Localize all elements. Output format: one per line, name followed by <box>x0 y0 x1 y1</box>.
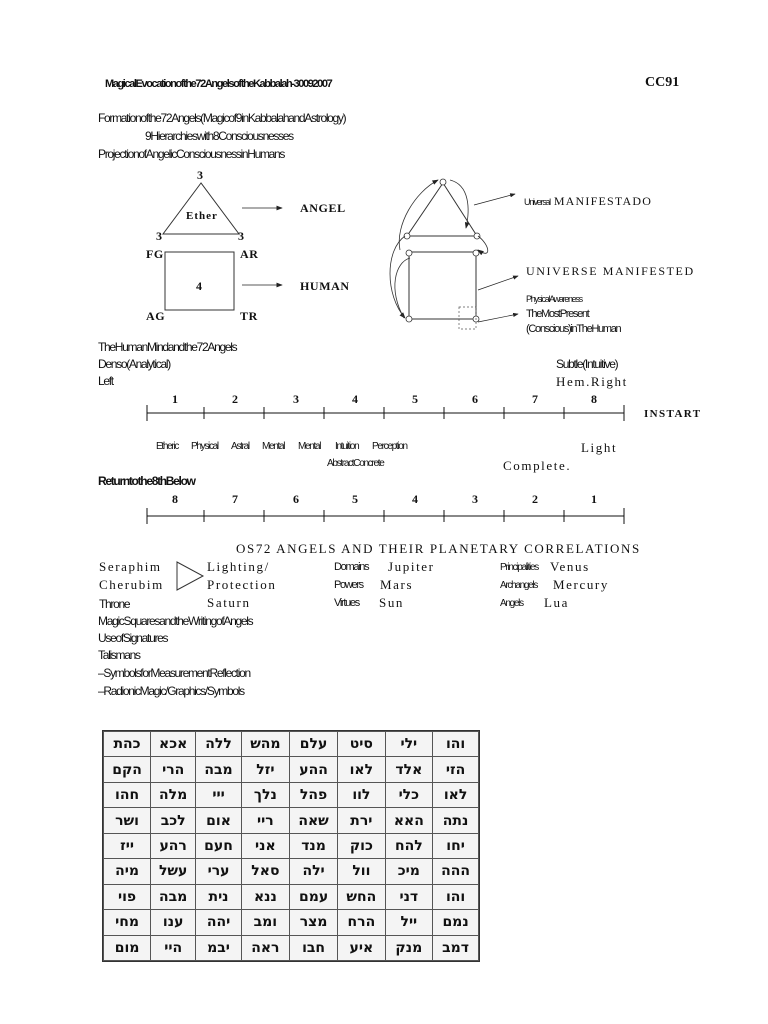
hebrew-grid-row <box>104 732 479 757</box>
hebrew-grid-row <box>104 757 479 782</box>
hierarchy-powers: Powers <box>334 579 363 591</box>
scale-bottom-number: 5 <box>352 492 359 506</box>
conscious-human: (Conscious)inTheHuman <box>526 323 621 335</box>
scale-bottom-number: 4 <box>412 492 419 506</box>
intro-line-2: 9Hierarchieswith8Consciousnesses <box>145 129 293 143</box>
hebrew-grid-cell: ומב <box>241 910 289 935</box>
hebrew-grid-row <box>104 884 479 909</box>
hebrew-grid-cell: והו <box>433 732 479 757</box>
hebrew-grid-cell: ייז <box>104 833 151 858</box>
scale-top-number: 8 <box>591 392 598 406</box>
hebrew-grid-cell: יזל <box>241 757 289 782</box>
hebrew-grid-cell: החש <box>338 884 385 909</box>
intuitive-label: Subtle(Intuitive) <box>556 357 618 371</box>
correlation-protection: Protection <box>207 577 277 592</box>
hebrew-grid-cell: ראה <box>241 935 289 961</box>
hebrew-grid-cell: ענו <box>151 910 196 935</box>
level-label-perception: Perception <box>372 441 407 452</box>
hebrew-grid-cell: להח <box>385 833 433 858</box>
ar-label: AR <box>240 247 259 261</box>
hebrew-grid-cell: פוי <box>104 884 151 909</box>
hierarchy-principalities: Principalities <box>500 562 538 573</box>
hebrew-grid-cell: מחי <box>104 910 151 935</box>
hebrew-grid-cell: והו <box>433 884 479 909</box>
hebrew-grid-cell: ערי <box>196 859 242 884</box>
intro-line-1: Formationofthe72Angels(Magicof9inKabbalahandAstrology) <box>98 111 346 125</box>
scale-bottom-line <box>147 508 624 524</box>
tr-label: TR <box>240 309 258 323</box>
hierarchy-throne: Throne <box>99 597 130 611</box>
hierarchy-cherubim: Cherubim <box>99 577 164 592</box>
correlations-title: OS72 ANGELS AND THEIR PLANETARY CORRELATIONS <box>236 541 641 556</box>
hebrew-grid-cell: עשל <box>151 859 196 884</box>
hebrew-grid-cell: ילי <box>385 732 433 757</box>
hebrew-grid-cell: מיה <box>104 859 151 884</box>
list-item: UseofSignatures <box>98 631 168 645</box>
scale-bottom-number: 2 <box>532 492 539 506</box>
hebrew-grid-cell: מבה <box>151 884 196 909</box>
hebrew-grid-cell: יבמ <box>196 935 242 961</box>
level-label-physical: Physical <box>191 441 218 452</box>
list-item: Talismans <box>98 648 140 662</box>
ether-triangle <box>163 183 239 234</box>
hebrew-grid-cell: לכב <box>151 808 196 833</box>
complete-label: Complete. <box>503 458 572 473</box>
planet-mercury: Mercury <box>553 577 609 592</box>
planet-venus: Venus <box>550 559 590 574</box>
hebrew-grid-cell: ריי <box>241 808 289 833</box>
hebrew-grid-cell: מצר <box>289 910 337 935</box>
hebrew-grid-cell: הזי <box>433 757 479 782</box>
scale-top-line <box>147 405 624 421</box>
universal-small: Universal <box>524 197 550 207</box>
scale-bottom-number: 1 <box>591 492 598 506</box>
hebrew-grid-cell: יהה <box>196 910 242 935</box>
planet-jupiter: Jupiter <box>388 559 435 574</box>
return-label: Returntothe8thBelow <box>98 474 195 488</box>
hebrew-grid-cell: חהו <box>104 782 151 807</box>
hebrew-grid-row <box>104 910 479 935</box>
intro-line-3: ProjectionofAngelicConsciousnessinHumans <box>98 147 285 161</box>
manifestado-label: MANIFESTADO <box>553 194 653 208</box>
hebrew-grid-cell: חבו <box>289 935 337 961</box>
hebrew-grid-cell: ייל <box>385 910 433 935</box>
hebrew-grid-cell: ללה <box>196 732 242 757</box>
planet-lua: Lua <box>544 595 570 610</box>
hebrew-grid-cell: מיכ <box>385 859 433 884</box>
hebrew-grid-cell: נלך <box>241 782 289 807</box>
left-label: Left <box>98 374 113 388</box>
level-label-etheric: Etheric <box>156 441 179 452</box>
scale-top-number: 4 <box>352 392 359 406</box>
planet-mars: Mars <box>380 577 414 592</box>
hebrew-grid-cell: סאל <box>241 859 289 884</box>
mind-title: TheHumanMindandthe72Angels <box>98 340 237 354</box>
right-number: 3 <box>238 229 245 243</box>
hebrew-grid-cell: היי <box>151 935 196 961</box>
level-label-mental: Mental <box>262 441 285 452</box>
scale-bottom-number: 8 <box>172 492 179 506</box>
hebrew-grid-row <box>104 935 479 961</box>
scale-top-number: 1 <box>172 392 179 406</box>
hebrew-grid-cell: ננא <box>241 884 289 909</box>
document-title: MagicalEvocationofthe72AngelsoftheKabbalah-30092007 <box>105 78 332 90</box>
angel-label: ANGEL <box>300 201 346 215</box>
fg-label: FG <box>146 247 164 261</box>
planet-sun: Sun <box>379 595 405 610</box>
scale-top-number: 5 <box>412 392 419 406</box>
hebrew-grid-cell: רהע <box>151 833 196 858</box>
hebrew-grid-cell: מנד <box>289 833 337 858</box>
hebrew-grid-cell: שאה <box>289 808 337 833</box>
hebrew-grid-cell: ייי <box>196 782 242 807</box>
scale-bottom-number: 7 <box>232 492 239 506</box>
hebrew-grid-cell: הקם <box>104 757 151 782</box>
analytical-label: Denso(Analytical) <box>98 357 170 371</box>
hebrew-angel-grid <box>102 730 480 962</box>
hebrew-grid-cell: אלד <box>385 757 433 782</box>
hebrew-grid-cell: כלי <box>385 782 433 807</box>
hebrew-grid-cell: מהש <box>241 732 289 757</box>
hebrew-grid-cell: איע <box>338 935 385 961</box>
hebrew-grid-cell: ההה <box>433 859 479 884</box>
human-label: HUMAN <box>300 279 350 293</box>
hebrew-grid-cell: ושר <box>104 808 151 833</box>
list-item: –RadionicMagic/Graphics/Symbols <box>98 684 244 698</box>
scale-top-number: 2 <box>232 392 239 406</box>
physical-awareness: PhysicalAwareness <box>526 294 582 304</box>
hebrew-grid-cell: ירת <box>338 808 385 833</box>
hebrew-grid-cell: עלם <box>289 732 337 757</box>
hierarchy-angels: Angels <box>500 598 523 609</box>
hebrew-grid-cell: ההע <box>289 757 337 782</box>
level-label-intuition: Intuition <box>335 441 359 452</box>
hebrew-grid-cell: ילה <box>289 859 337 884</box>
hebrew-grid-cell: נית <box>196 884 242 909</box>
top-number: 3 <box>197 168 204 182</box>
hebrew-grid-cell: הרי <box>151 757 196 782</box>
hebrew-grid-cell: עמם <box>289 884 337 909</box>
hebrew-grid-cell: לוו <box>338 782 385 807</box>
hebrew-grid-cell: לאו <box>338 757 385 782</box>
hebrew-grid-cell: מלה <box>151 782 196 807</box>
hebrew-grid-cell: נמם <box>433 910 479 935</box>
instart-label: INSTART <box>644 408 702 420</box>
right-triangle <box>407 183 477 236</box>
ag-label: AG <box>146 309 166 323</box>
hem-right-label: Hem.Right <box>556 374 628 389</box>
scale-top-number: 7 <box>532 392 539 406</box>
universal-label <box>524 192 652 210</box>
hebrew-grid-row <box>104 859 479 884</box>
hebrew-grid-cell: כוק <box>338 833 385 858</box>
level-label-mental: Mental <box>298 441 321 452</box>
hebrew-grid-cell: נתה <box>433 808 479 833</box>
hebrew-grid-cell: אכא <box>151 732 196 757</box>
hebrew-grid-cell: מבה <box>196 757 242 782</box>
ether-label: Ether <box>186 210 218 222</box>
hebrew-grid-row <box>104 808 479 833</box>
document-code: CC91 <box>645 75 680 90</box>
hebrew-grid-cell: וול <box>338 859 385 884</box>
hebrew-grid-cell: האא <box>385 808 433 833</box>
hebrew-grid-cell: מום <box>104 935 151 961</box>
hierarchy-pointer <box>177 562 203 590</box>
most-present: TheMostPresent <box>526 308 589 320</box>
hierarchy-virtues: Virtues <box>334 597 359 609</box>
hebrew-grid-cell: לאו <box>433 782 479 807</box>
hebrew-grid-row <box>104 782 479 807</box>
hebrew-grid-cell: פהל <box>289 782 337 807</box>
scale-bottom-number: 3 <box>472 492 479 506</box>
hebrew-grid-cell: הרח <box>338 910 385 935</box>
hebrew-grid-cell: אום <box>196 808 242 833</box>
scale-top-number: 6 <box>472 392 479 406</box>
right-square <box>409 252 476 319</box>
hebrew-grid-row <box>104 833 479 858</box>
level-label-astral: Astral <box>231 441 249 452</box>
scale-bottom-number: 6 <box>293 492 300 506</box>
hebrew-grid-cell: אני <box>241 833 289 858</box>
hebrew-grid-cell: חעם <box>196 833 242 858</box>
list-item: –SymbolsforMeasurementReflection <box>98 666 250 680</box>
hebrew-grid-cell: יחו <box>433 833 479 858</box>
hierarchy-seraphim: Seraphim <box>99 559 162 574</box>
light-label: Light <box>581 440 618 455</box>
hierarchy-archangels: Archangels <box>500 580 538 591</box>
hebrew-grid-cell: סיט <box>338 732 385 757</box>
center-number: 4 <box>196 279 203 293</box>
list-item: MagicSquaresandtheWritingofAngels <box>98 614 253 628</box>
abstract-concrete-label: AbstractConcrete <box>327 458 384 469</box>
hebrew-grid-cell: מנק <box>385 935 433 961</box>
planet-saturn: Saturn <box>207 595 251 610</box>
scale-top-number: 3 <box>293 392 300 406</box>
hierarchy-domains: Domains <box>334 561 369 573</box>
universe-manifested-label: UNIVERSE MANIFESTED <box>526 264 695 278</box>
correlation-lighting: Lighting/ <box>207 559 270 574</box>
hebrew-grid-cell: דני <box>385 884 433 909</box>
left-number: 3 <box>156 229 163 243</box>
hebrew-grid-cell: דמב <box>433 935 479 961</box>
hebrew-grid-cell: כהת <box>104 732 151 757</box>
hebrew-table <box>103 731 479 961</box>
